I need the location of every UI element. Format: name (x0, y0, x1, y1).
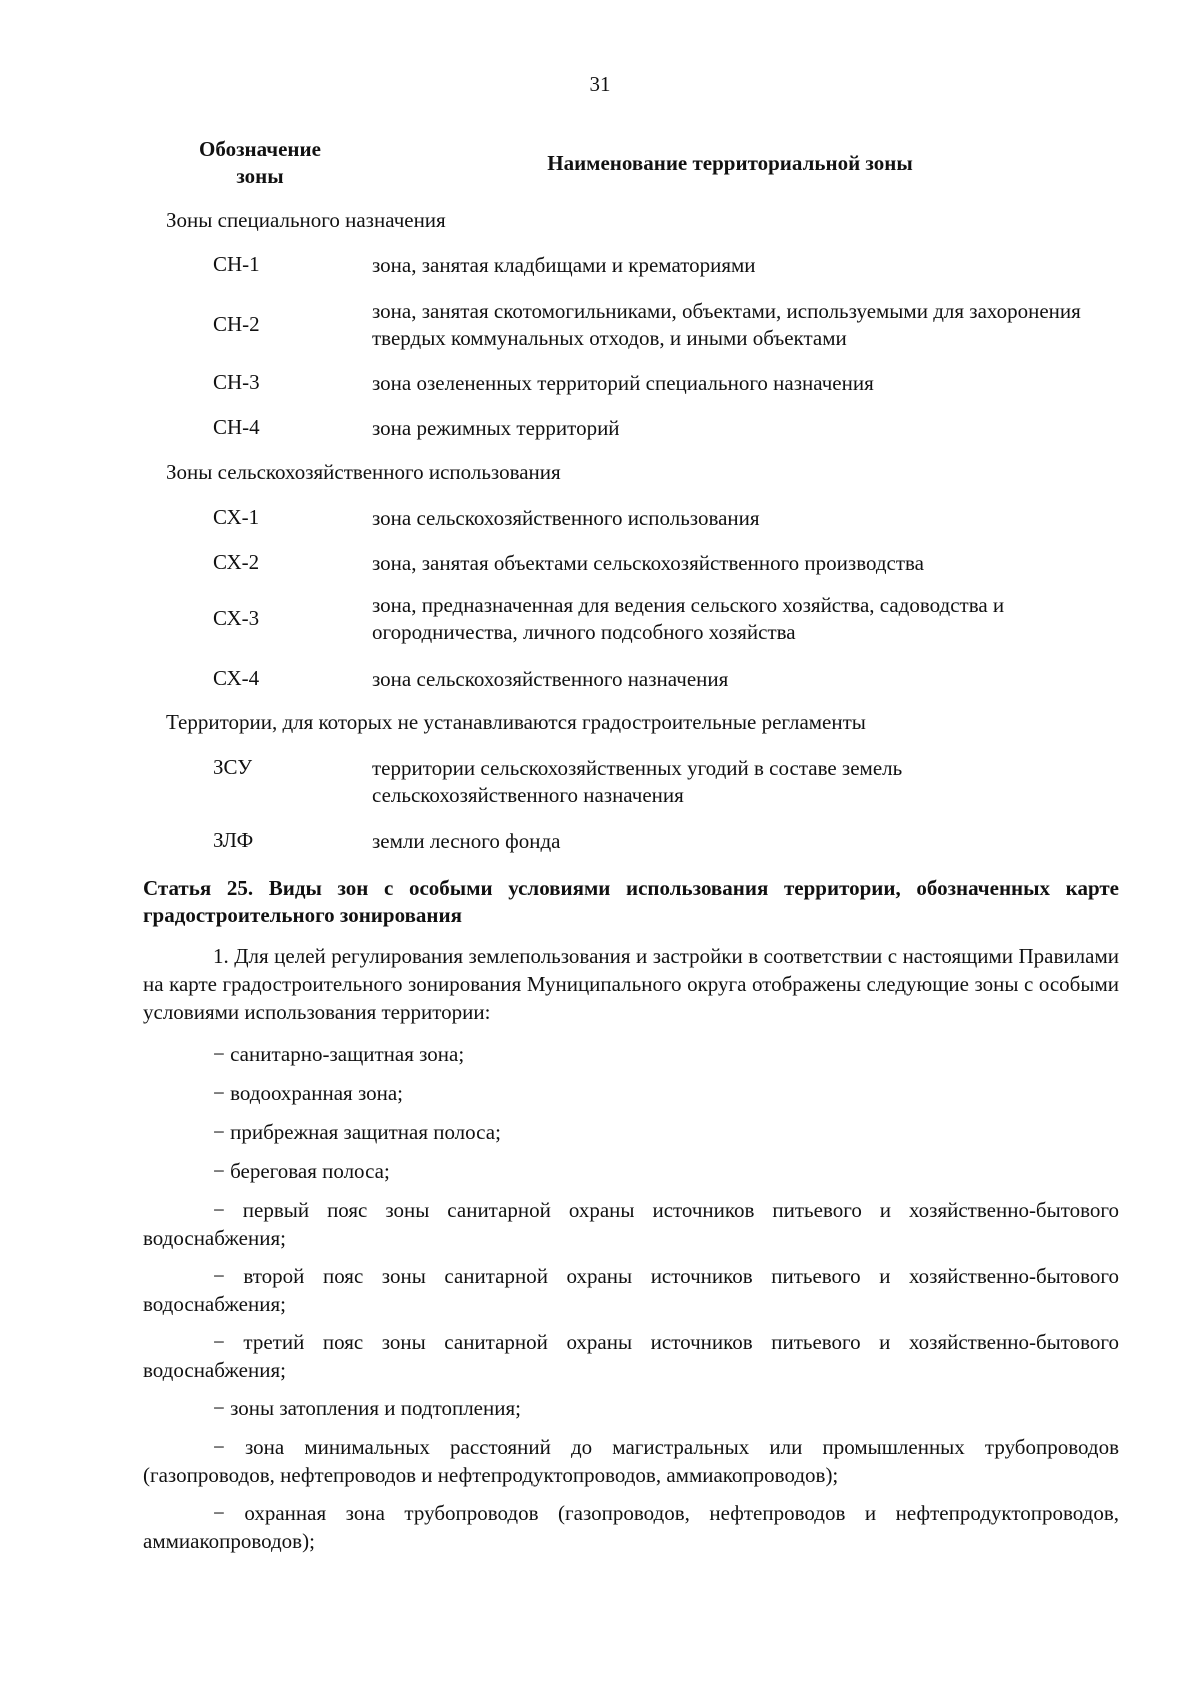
zone-code: СХ-3 (213, 606, 260, 630)
zone-name: зона, занятая кладбищами и крематориями (372, 253, 756, 277)
article-heading: Статья 25. Виды зон с особыми условиями использования территории, обозначенных карте градостроительного зонирования (143, 876, 1119, 927)
zone-code: СХ-1 (213, 505, 260, 529)
zone-name: зона сельскохозяйственного назначения (372, 667, 729, 691)
zone-name: зона режимных территорий (372, 416, 620, 440)
group-title: Зоны специального назначения (166, 208, 446, 232)
zone-name: зона, занятая объектами сельскохозяйственного производства (372, 551, 924, 575)
header-code-line1: Обозначение (199, 137, 321, 161)
list-item: − второй пояс зоны санитарной охраны источников питьевого и хозяйственно-бытового водоснабжения; (143, 1264, 1119, 1316)
article-intro: 1. Для целей регулирования землепользования и застройки в соответствии с настоящими Правилами на карте градостроительного зонирования Муниципального округа отображены следующие зоны с особыми условиями использования территории: (143, 944, 1119, 1024)
zone-code: СН-2 (213, 312, 260, 336)
header-name: Наименование территориальной зоны (547, 151, 913, 175)
list-item: − зона минимальных расстояний до магистральных или промышленных трубопроводов (газопроводов, нефтепроводов и нефтепродуктопроводов, аммиакопроводов); (143, 1435, 1119, 1487)
list-item: − прибрежная защитная полоса; (213, 1120, 501, 1144)
list-item: − водоохранная зона; (213, 1081, 404, 1105)
zone-code: СХ-2 (213, 550, 260, 574)
zone-name: зона сельскохозяйственного использования (372, 506, 760, 530)
zone-name: территории сельскохозяйственных угодий в составе земель сельскохозяйственного назначения (372, 756, 903, 807)
zone-name: зона озелененных территорий специального назначения (372, 371, 874, 395)
list-item: − зоны затопления и подтопления; (213, 1396, 521, 1420)
group-title: Территории, для которых не устанавливаются градостроительные регламенты (166, 710, 866, 734)
list-item: − третий пояс зоны санитарной охраны источников питьевого и хозяйственно-бытового водоснабжения; (143, 1330, 1119, 1382)
list-item: − санитарно-защитная зона; (213, 1042, 465, 1066)
list-item: − береговая полоса; (213, 1159, 390, 1183)
list-item: − первый пояс зоны санитарной охраны источников питьевого и хозяйственно-бытового водоснабжения; (143, 1198, 1119, 1250)
list-item: − охранная зона трубопроводов (газопроводов, нефтепроводов и нефтепродуктопроводов, аммиакопроводов); (143, 1501, 1119, 1553)
zone-name: земли лесного фонда (372, 829, 561, 853)
group-title: Зоны сельскохозяйственного использования (166, 460, 561, 484)
zone-code: СН-4 (213, 415, 260, 439)
zone-name: зона, занятая скотомогильниками, объектами, используемыми для захоронения твердых коммунальных отходов, и иными объектами (372, 299, 1081, 350)
header-code-line2: зоны (236, 164, 284, 188)
zone-code: СН-1 (213, 252, 260, 276)
header-code (170, 136, 350, 190)
page-number: 31 (589, 72, 611, 96)
zone-code: ЗЛФ (213, 828, 254, 852)
zone-code: СН-3 (213, 370, 260, 394)
zone-code: ЗСУ (213, 755, 253, 779)
zone-name: зона, предназначенная для ведения сельского хозяйства, садоводства и огородничества, личного подсобного хозяйства (372, 593, 1005, 644)
zone-code: СХ-4 (213, 666, 260, 690)
